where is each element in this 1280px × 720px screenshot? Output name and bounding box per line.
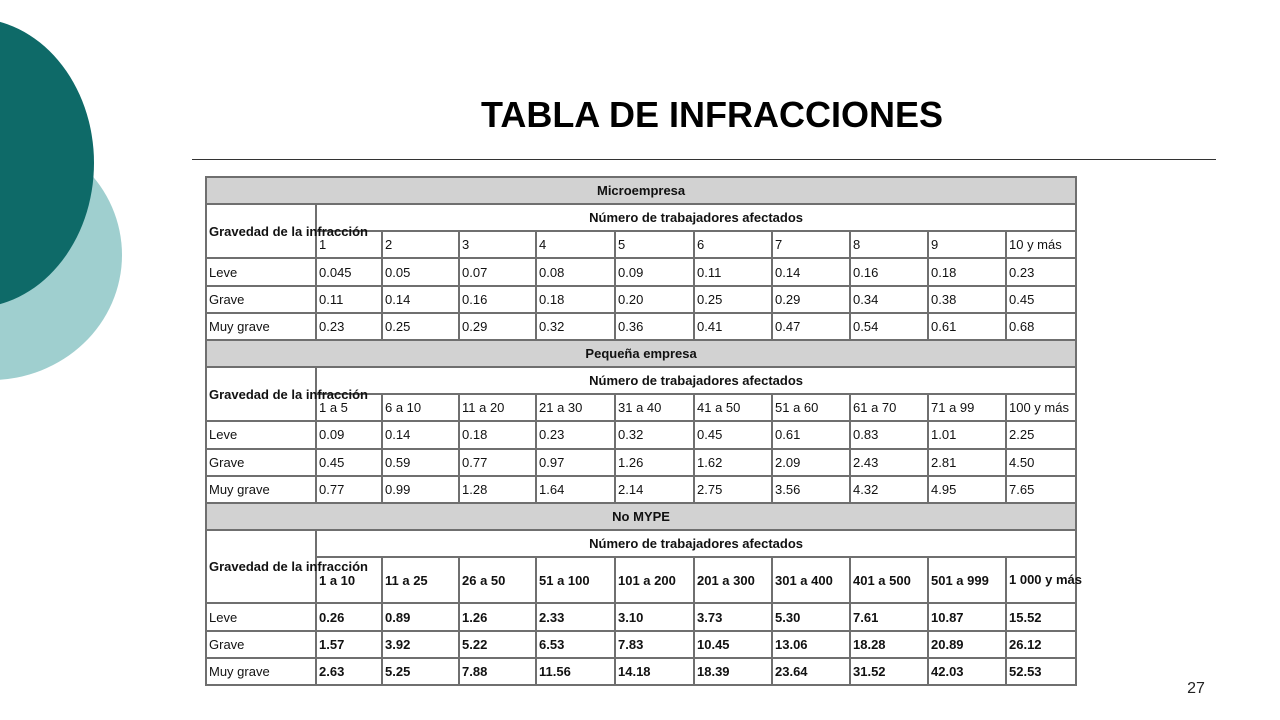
worker-range-cell: 401 a 500 bbox=[850, 557, 928, 603]
value-cell: 5.25 bbox=[382, 658, 459, 685]
worker-range-cell: 11 a 25 bbox=[382, 557, 459, 603]
severity-label: Muy grave bbox=[206, 313, 316, 340]
worker-range-cell: 201 a 300 bbox=[694, 557, 772, 603]
value-cell: 0.59 bbox=[382, 449, 459, 476]
worker-range-cell: 2 bbox=[382, 231, 459, 258]
value-cell: 0.32 bbox=[615, 421, 694, 448]
value-cell: 2.63 bbox=[316, 658, 382, 685]
worker-range-cell: 7 bbox=[772, 231, 850, 258]
value-cell: 0.23 bbox=[1006, 258, 1076, 285]
section-name: Pequeña empresa bbox=[206, 340, 1076, 367]
section-name: No MYPE bbox=[206, 503, 1076, 530]
value-cell: 18.39 bbox=[694, 658, 772, 685]
workers-header-row bbox=[206, 204, 1076, 231]
value-cell: 4.95 bbox=[928, 476, 1006, 503]
worker-range-cell: 41 a 50 bbox=[694, 394, 772, 421]
value-cell: 0.99 bbox=[382, 476, 459, 503]
worker-range-cell: 11 a 20 bbox=[459, 394, 536, 421]
value-cell: 52.53 bbox=[1006, 658, 1076, 685]
worker-range-cell: 61 a 70 bbox=[850, 394, 928, 421]
value-cell: 1.64 bbox=[536, 476, 615, 503]
worker-range-cell: 6 bbox=[694, 231, 772, 258]
value-cell: 10.45 bbox=[694, 631, 772, 658]
value-cell: 0.45 bbox=[316, 449, 382, 476]
value-cell: 3.92 bbox=[382, 631, 459, 658]
value-cell: 2.81 bbox=[928, 449, 1006, 476]
value-cell: 1.01 bbox=[928, 421, 1006, 448]
workers-header: Número de trabajadores afectados bbox=[316, 204, 1076, 231]
worker-range-cell: 1 bbox=[316, 231, 382, 258]
value-cell: 0.34 bbox=[850, 286, 928, 313]
table-row bbox=[206, 421, 1076, 448]
value-cell: 1.26 bbox=[615, 449, 694, 476]
value-cell: 0.25 bbox=[694, 286, 772, 313]
worker-range-cell: 31 a 40 bbox=[615, 394, 694, 421]
value-cell: 23.64 bbox=[772, 658, 850, 685]
value-cell: 0.32 bbox=[536, 313, 615, 340]
value-cell: 0.36 bbox=[615, 313, 694, 340]
worker-range-cell: 51 a 60 bbox=[772, 394, 850, 421]
worker-range-cell: 101 a 200 bbox=[615, 557, 694, 603]
value-cell: 10.87 bbox=[928, 603, 1006, 630]
value-cell: 42.03 bbox=[928, 658, 1006, 685]
value-cell: 13.06 bbox=[772, 631, 850, 658]
worker-range-cell: 1 000 y más bbox=[1006, 557, 1076, 603]
value-cell: 0.09 bbox=[615, 258, 694, 285]
severity-header: Gravedad de la infracción bbox=[206, 367, 316, 421]
value-cell: 0.29 bbox=[459, 313, 536, 340]
value-cell: 0.77 bbox=[459, 449, 536, 476]
table-row bbox=[206, 658, 1076, 685]
value-cell: 0.29 bbox=[772, 286, 850, 313]
severity-label: Grave bbox=[206, 631, 316, 658]
worker-range-cell: 1 a 10 bbox=[316, 557, 382, 603]
section-header-row bbox=[206, 177, 1076, 204]
value-cell: 1.26 bbox=[459, 603, 536, 630]
value-cell: 0.045 bbox=[316, 258, 382, 285]
workers-header-row bbox=[206, 530, 1076, 557]
value-cell: 0.09 bbox=[316, 421, 382, 448]
value-cell: 0.05 bbox=[382, 258, 459, 285]
value-cell: 0.23 bbox=[536, 421, 615, 448]
value-cell: 7.83 bbox=[615, 631, 694, 658]
value-cell: 11.56 bbox=[536, 658, 615, 685]
value-cell: 2.09 bbox=[772, 449, 850, 476]
title-divider bbox=[192, 159, 1216, 160]
value-cell: 0.14 bbox=[382, 286, 459, 313]
value-cell: 6.53 bbox=[536, 631, 615, 658]
value-cell: 0.16 bbox=[459, 286, 536, 313]
table-row bbox=[206, 313, 1076, 340]
value-cell: 0.07 bbox=[459, 258, 536, 285]
section-name: Microempresa bbox=[206, 177, 1076, 204]
value-cell: 2.75 bbox=[694, 476, 772, 503]
value-cell: 5.22 bbox=[459, 631, 536, 658]
worker-range-cell: 26 a 50 bbox=[459, 557, 536, 603]
worker-range-cell: 3 bbox=[459, 231, 536, 258]
value-cell: 3.10 bbox=[615, 603, 694, 630]
worker-range-cell: 71 a 99 bbox=[928, 394, 1006, 421]
value-cell: 1.28 bbox=[459, 476, 536, 503]
value-cell: 0.45 bbox=[1006, 286, 1076, 313]
value-cell: 0.77 bbox=[316, 476, 382, 503]
value-cell: 0.11 bbox=[316, 286, 382, 313]
value-cell: 5.30 bbox=[772, 603, 850, 630]
severity-header: Gravedad de la infracción bbox=[206, 204, 316, 258]
value-cell: 0.26 bbox=[316, 603, 382, 630]
value-cell: 0.89 bbox=[382, 603, 459, 630]
value-cell: 7.61 bbox=[850, 603, 928, 630]
value-cell: 2.25 bbox=[1006, 421, 1076, 448]
value-cell: 2.14 bbox=[615, 476, 694, 503]
value-cell: 15.52 bbox=[1006, 603, 1076, 630]
value-cell: 1.62 bbox=[694, 449, 772, 476]
value-cell: 0.14 bbox=[772, 258, 850, 285]
value-cell: 0.08 bbox=[536, 258, 615, 285]
worker-range-cell: 51 a 100 bbox=[536, 557, 615, 603]
workers-header-row bbox=[206, 367, 1076, 394]
workers-header: Número de trabajadores afectados bbox=[316, 530, 1076, 557]
worker-range-cell: 21 a 30 bbox=[536, 394, 615, 421]
severity-label: Grave bbox=[206, 286, 316, 313]
value-cell: 0.41 bbox=[694, 313, 772, 340]
table-row bbox=[206, 603, 1076, 630]
value-cell: 0.14 bbox=[382, 421, 459, 448]
value-cell: 7.65 bbox=[1006, 476, 1076, 503]
value-cell: 0.38 bbox=[928, 286, 1006, 313]
table-row bbox=[206, 631, 1076, 658]
value-cell: 0.16 bbox=[850, 258, 928, 285]
severity-label: Leve bbox=[206, 603, 316, 630]
worker-range-cell: 6 a 10 bbox=[382, 394, 459, 421]
value-cell: 0.18 bbox=[459, 421, 536, 448]
value-cell: 0.23 bbox=[316, 313, 382, 340]
value-cell: 0.11 bbox=[694, 258, 772, 285]
value-cell: 0.18 bbox=[928, 258, 1006, 285]
value-cell: 0.54 bbox=[850, 313, 928, 340]
value-cell: 0.83 bbox=[850, 421, 928, 448]
value-cell: 2.43 bbox=[850, 449, 928, 476]
section-header-row bbox=[206, 340, 1076, 367]
value-cell: 18.28 bbox=[850, 631, 928, 658]
table-row bbox=[206, 449, 1076, 476]
severity-label: Muy grave bbox=[206, 658, 316, 685]
section-header-row bbox=[206, 503, 1076, 530]
value-cell: 26.12 bbox=[1006, 631, 1076, 658]
value-cell: 0.97 bbox=[536, 449, 615, 476]
value-cell: 2.33 bbox=[536, 603, 615, 630]
severity-label: Leve bbox=[206, 421, 316, 448]
value-cell: 0.18 bbox=[536, 286, 615, 313]
value-cell: 0.45 bbox=[694, 421, 772, 448]
value-cell: 1.57 bbox=[316, 631, 382, 658]
worker-range-cell: 100 y más bbox=[1006, 394, 1076, 421]
worker-range-cell: 5 bbox=[615, 231, 694, 258]
value-cell: 0.61 bbox=[772, 421, 850, 448]
value-cell: 0.20 bbox=[615, 286, 694, 313]
table-row bbox=[206, 258, 1076, 285]
worker-range-cell: 501 a 999 bbox=[928, 557, 1006, 603]
value-cell: 0.25 bbox=[382, 313, 459, 340]
table-row bbox=[206, 286, 1076, 313]
severity-label: Grave bbox=[206, 449, 316, 476]
worker-range-cell: 9 bbox=[928, 231, 1006, 258]
worker-range-cell: 4 bbox=[536, 231, 615, 258]
value-cell: 20.89 bbox=[928, 631, 1006, 658]
value-cell: 31.52 bbox=[850, 658, 928, 685]
value-cell: 0.68 bbox=[1006, 313, 1076, 340]
severity-label: Muy grave bbox=[206, 476, 316, 503]
value-cell: 4.50 bbox=[1006, 449, 1076, 476]
infractions-table bbox=[205, 176, 1083, 686]
value-cell: 0.61 bbox=[928, 313, 1006, 340]
severity-header: Gravedad de la infracción bbox=[206, 530, 316, 603]
value-cell: 7.88 bbox=[459, 658, 536, 685]
value-cell: 3.73 bbox=[694, 603, 772, 630]
worker-range-cell: 10 y más bbox=[1006, 231, 1076, 258]
value-cell: 14.18 bbox=[615, 658, 694, 685]
worker-range-cell: 8 bbox=[850, 231, 928, 258]
table-row bbox=[206, 476, 1076, 503]
workers-header: Número de trabajadores afectados bbox=[316, 367, 1076, 394]
worker-range-cell: 1 a 5 bbox=[316, 394, 382, 421]
slide-title: TABLA DE INFRACCIONES bbox=[481, 94, 943, 135]
worker-range-cell: 301 a 400 bbox=[772, 557, 850, 603]
value-cell: 3.56 bbox=[772, 476, 850, 503]
page-number: 27 bbox=[1187, 680, 1205, 697]
value-cell: 4.32 bbox=[850, 476, 928, 503]
severity-label: Leve bbox=[206, 258, 316, 285]
value-cell: 0.47 bbox=[772, 313, 850, 340]
